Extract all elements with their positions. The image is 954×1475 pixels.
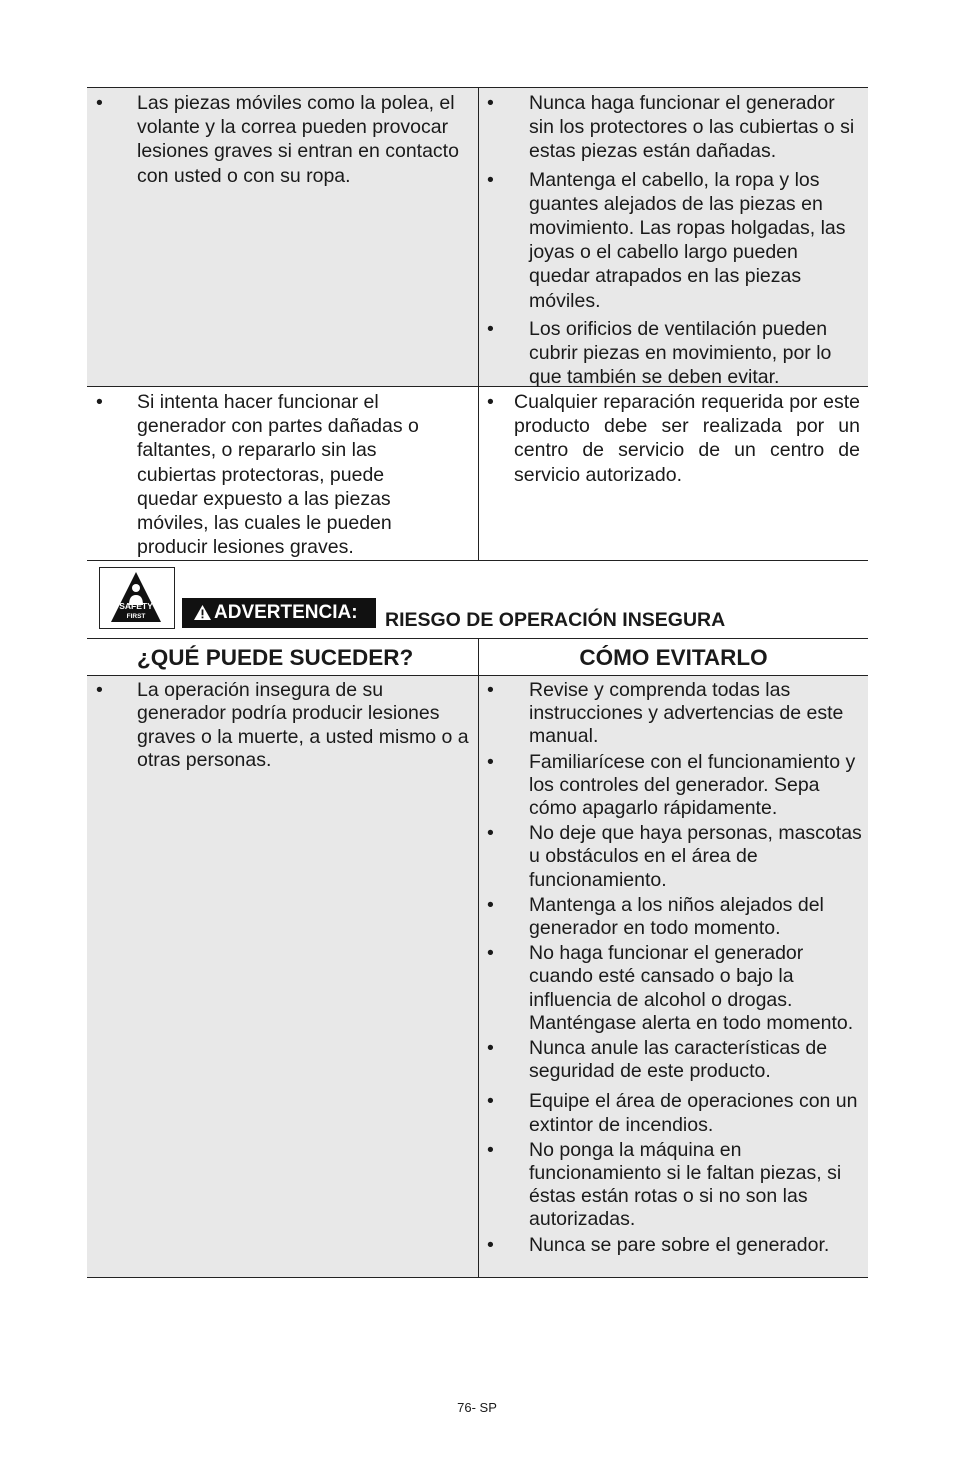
list-item: • Equipe el área de operaciones con un extintor de incendios. (487, 1090, 858, 1136)
list-item: • Nunca se pare sobre el generador. (487, 1233, 830, 1256)
list-item: • Nunca anule las características de seguridad de este producto. (487, 1037, 828, 1083)
list-item: • No haga funcionar el generador cuando esté cansado o bajo la influencia de alcohol o drogas. Manténgase alerta en todo momento. (487, 942, 854, 1034)
list-item: • Cualquier reparación requerida por este producto debe ser realizada por un centro de servicio de un centro de servicio autorizado. (487, 391, 860, 486)
warning-triangle-icon (194, 605, 211, 620)
svg-text:SAFETY: SAFETY (119, 601, 153, 611)
column-header-what-can-happen: ¿QUÉ PUEDE SUCEDER? (87, 639, 479, 676)
list-item: • Las piezas móviles como la polea, el volante y la correa pueden provocar lesiones graves si entran en contacto con usted o con su ropa. (96, 92, 459, 187)
list-item: • Revise y comprenda todas las instrucciones y advertencias de este manual. (487, 679, 844, 748)
advertencia-badge: ADVERTENCIA: (182, 598, 376, 628)
list-item: • No deje que haya personas, mascotas u obstáculos en el área de funcionamiento. (487, 822, 862, 891)
hazard-table-bottom (87, 676, 868, 1277)
list-item: • Nunca haga funcionar el generador sin los protectores o las cubiertas o si estas piezas están dañadas. (487, 92, 855, 163)
list-item: • Mantenga a los niños alejados del generador en todo momento. (487, 893, 824, 940)
list-item: • La operación insegura de su generador podría producir lesiones graves o la muerte, a usted mismo o a otras personas. (96, 679, 469, 771)
bottom-table-bottom-border (87, 1277, 868, 1278)
hazard-cell (87, 387, 479, 561)
table-row (87, 676, 868, 1277)
safety-first-logo (99, 567, 175, 629)
list-item: • Familiarícese con el funcionamiento y los controles del generador. Sepa cómo apagarlo rápidamente. (487, 750, 856, 820)
svg-text:FIRST: FIRST (126, 613, 146, 620)
table-row (87, 386, 868, 561)
list-item: • Si intenta hacer funcionar el generador con partes dañadas o faltantes, o repararlo sin las cubiertas protectoras, puede quedar expuesto a las piezas móviles, las cuales le pueden producir lesiones graves. (96, 391, 419, 559)
hazard-table-top (87, 88, 868, 561)
top-table-bottom-border (87, 560, 868, 561)
risk-title: RIESGO DE OPERACIÓN INSEGURA (385, 609, 726, 631)
avoid-cell (479, 387, 868, 561)
page-number: 76- SP (457, 1400, 497, 1415)
table-header (87, 639, 868, 676)
avoid-cell (479, 88, 868, 389)
list-item: • No ponga la máquina en funcionamiento si le faltan piezas, si éstas están rotas o si no son las autorizadas. (487, 1138, 842, 1231)
column-header-how-to-avoid: CÓMO EVITARLO (579, 645, 768, 670)
hazard-cell (87, 676, 479, 1277)
safety-first-icon (100, 568, 173, 627)
table-row (87, 88, 868, 389)
list-item: • Mantenga el cabello, la ropa y los guantes alejados de las piezas en movimiento. Las ropas holgadas, las joyas o el cabello largo pueden quedar atrapados en las piezas móviles. (487, 168, 846, 312)
hazard-cell (87, 88, 479, 386)
avoid-cell (479, 676, 868, 1277)
list-item: • Los orificios de ventilación pueden cubrir piezas en movimiento, por lo que también se deben evitar. (487, 317, 832, 389)
